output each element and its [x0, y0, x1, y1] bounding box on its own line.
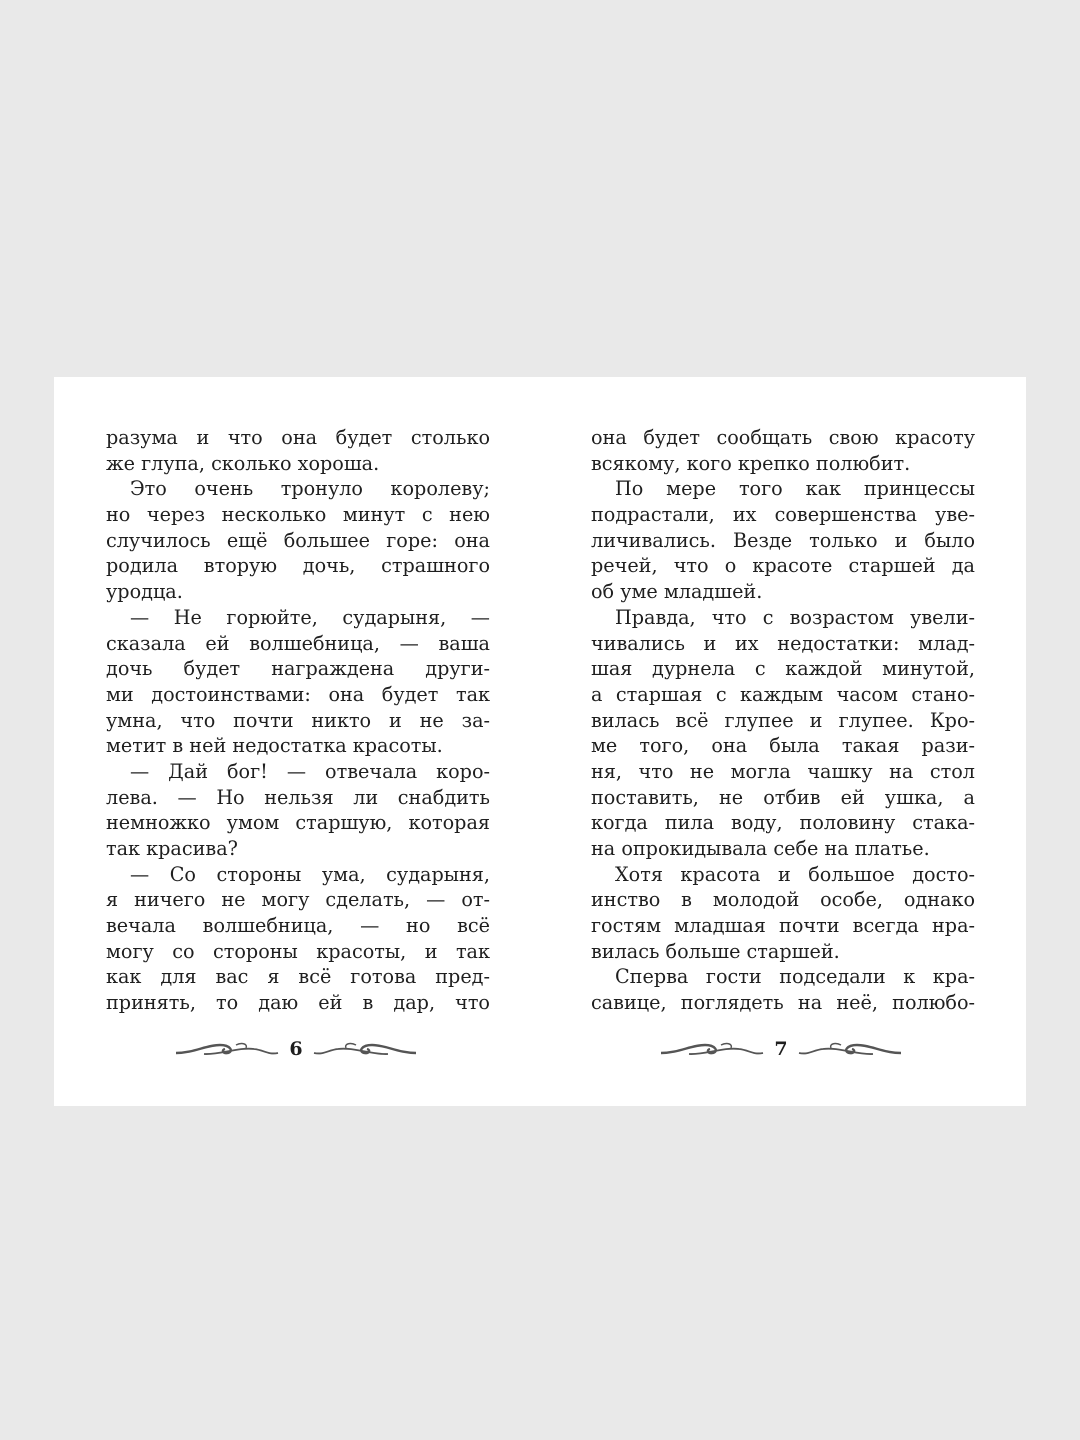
text-line: ми достоинствами: она будет так	[106, 682, 490, 706]
text-line: — Со стороны ума, сударыня,	[130, 862, 490, 886]
text-line: так красива?	[106, 837, 238, 860]
text-line: вилась всё глупее и глупее. Кро-	[591, 708, 975, 732]
text-line: лева. — Но нельзя ли снабдить	[106, 785, 490, 809]
text-line: ня, что не могла чашку на стол	[591, 759, 975, 783]
text-line: гостям младшая почти всегда нра-	[591, 914, 975, 938]
book-spread	[54, 377, 1026, 1106]
text-line: По мере того как принцессы	[615, 477, 975, 501]
text-line: Хотя красота и большое досто-	[615, 862, 975, 886]
text-line: личивались. Везде только и было	[591, 528, 975, 552]
text-line: она будет сообщать свою красоту	[591, 426, 975, 449]
text-line: вилась больше старшей.	[591, 939, 840, 963]
text-line: дочь будет награждена други-	[106, 657, 490, 681]
flourish-right-icon	[797, 1041, 901, 1057]
page-number: 7	[774, 1038, 788, 1060]
text-line: шая дурнела с каждой минутой,	[591, 657, 975, 681]
text-line: — Не горюйте, сударыня, —	[130, 605, 490, 629]
text-line: метит в ней недостатка красоты.	[106, 734, 443, 758]
text-line: уродца.	[106, 580, 183, 604]
text-line: на опрокидывала себе на платье.	[591, 837, 930, 860]
text-line: инство в молодой особе, однако	[591, 888, 975, 912]
text-line: поставить, не отбив ей ушка, а	[591, 785, 975, 809]
text-line: савице, поглядеть на неё, полюбо-	[591, 991, 975, 1015]
text-line: как для вас я всё готова пред-	[106, 965, 490, 989]
text-line: я ничего не могу сделать, — от-	[106, 888, 490, 912]
text-line: когда пила воду, половину стака-	[591, 811, 975, 835]
text-line: случилось ещё большее горе: она	[106, 528, 490, 552]
text-line: принять, то даю ей в дар, что	[106, 991, 490, 1015]
text-line: — Дай бог! — отвечала коро-	[130, 759, 490, 783]
text-line: Это очень тронуло королеву;	[130, 477, 490, 501]
text-line: родила вторую дочь, страшного	[106, 554, 490, 578]
text-line: сказала ей волшебница, — ваша	[106, 631, 490, 655]
text-line: Правда, что с возрастом увели-	[615, 605, 975, 629]
flourish-right-icon	[312, 1041, 416, 1057]
text-line: Сперва гости подседали к кра-	[615, 965, 975, 989]
text-line: же глупа, сколько хороша.	[106, 451, 380, 475]
page-footer-right	[661, 1032, 901, 1066]
text-line: чивались и их недостатки: млад-	[591, 631, 975, 655]
text-line: об уме младшей.	[591, 580, 763, 604]
text-line: могу со стороны красоты, и так	[106, 939, 490, 963]
text-line: разума и что она будет столько	[106, 426, 490, 449]
text-line: вечала волшебница, — но всё	[106, 914, 490, 938]
text-line: речей, что о красоте старшей да	[591, 554, 975, 578]
text-line: ме того, она была такая рази-	[591, 734, 975, 758]
text-line: умна, что почти никто и не за-	[106, 708, 490, 732]
text-line: а старшая с каждым часом стано-	[591, 682, 975, 706]
text-line: всякому, кого крепко полюбит.	[591, 451, 911, 475]
text-line: подрастали, их совершенства уве-	[591, 503, 975, 527]
page-number: 6	[289, 1038, 303, 1060]
text-line: но через несколько минут с нею	[106, 503, 490, 527]
page-right	[591, 425, 975, 1016]
page-footer-left	[176, 1032, 416, 1066]
text-line: немножко умом старшую, которая	[106, 811, 490, 835]
page-left	[106, 425, 490, 1016]
